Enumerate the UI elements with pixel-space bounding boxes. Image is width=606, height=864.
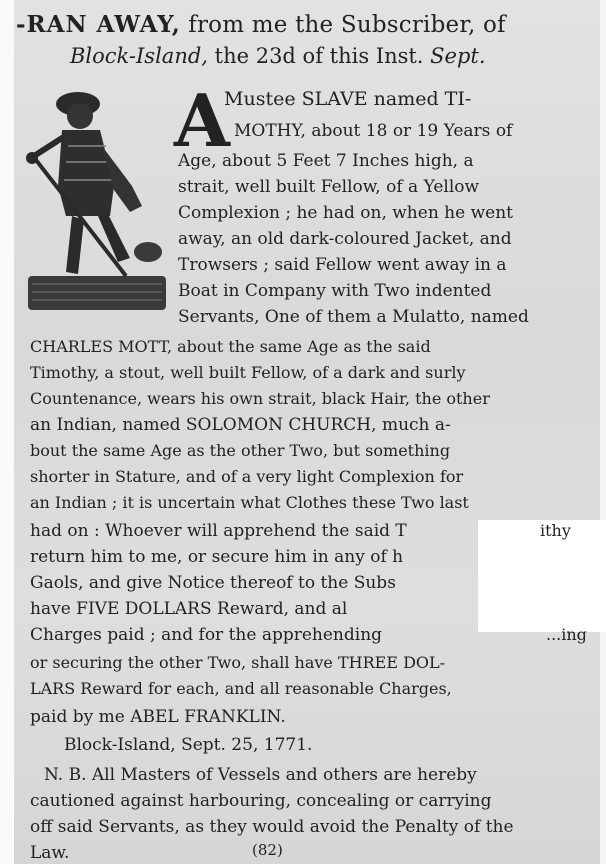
headline [16,10,600,40]
ad-line: have FIVE DOLLARS Reward, and al [30,599,348,619]
fragment-timothy-tail: ithy [540,521,571,540]
ad-line: shorter in Stature, and of a very light Complexion for [30,467,464,486]
ad-line: MOTHY, about 18 or 19 Years of [234,121,513,141]
paper-right-margin [600,0,606,864]
nb-line: Law. [30,843,70,863]
page-number: (82) [252,841,283,859]
ad-line: Gaols, and give Notice thereof to the Subs [30,573,396,593]
ad-line: LARS Reward for each, and all reasonable Charges, [30,679,452,698]
dateline: Block-Island, Sept. 25, 1771. [64,735,313,755]
ad-line: an Indian, named SOLOMON CHURCH, much a- [30,415,451,435]
ad-line: Complexion ; he had on, when he went [178,203,513,223]
subheadline [70,42,486,70]
subline-place: Block-Island, [70,44,208,68]
nb-line: off said Servants, as they would avoid the Penalty of the [30,817,514,837]
ad-line: Age, about 5 Feet 7 Inches high, a [178,151,474,171]
ad-line: strait, well built Fellow, of a Yellow [178,177,480,197]
nb-line: N. B. All Masters of Vessels and others are hereby [44,765,477,785]
ad-line: return him to me, or secure him in any of h [30,547,404,567]
fragment-apprehending-tail: ...ing [546,625,587,644]
ad-line: away, an old dark-coloured Jacket, and [178,229,512,249]
ad-line: Trowsers ; said Fellow went away in a [178,255,507,275]
headline-lead: -RAN AWAY, [16,11,181,38]
ad-line: Boat in Company with Two indented [178,281,492,301]
ad-line: bout the same Age as the other Two, but something [30,441,451,460]
drop-cap: A [174,78,230,163]
nb-line: cautioned against harbouring, concealing or carrying [30,791,492,811]
ad-line: paid by me ABEL FRANKLIN. [30,707,286,727]
ad-line: Timothy, a stout, well built Fellow, of a dark and surly [30,363,466,382]
ad-line: had on : Whoever will apprehend the said T [30,521,407,541]
ad-line: an Indian ; it is uncertain what Clothes these Two last [30,493,469,512]
ad-line: CHARLES MOTT, about the same Age as the said [30,337,431,356]
headline-rest: from me the Subscriber, of [180,12,506,38]
ad-line: Servants, One of them a Mulatto, named [178,307,529,327]
runaway-figure-woodcut [22,86,172,326]
ad-line: or securing the other Two, shall have THREE DOL- [30,653,446,672]
subline-middle: the 23d of this Inst. [207,44,431,68]
paper-left-margin [0,0,14,864]
ad-line: Mustee SLAVE named TI- [224,88,472,110]
ad-line: Charges paid ; and for the apprehending [30,625,383,645]
subline-month: Sept. [430,44,486,68]
ad-line: Countenance, wears his own strait, black Hair, the other [30,389,490,408]
